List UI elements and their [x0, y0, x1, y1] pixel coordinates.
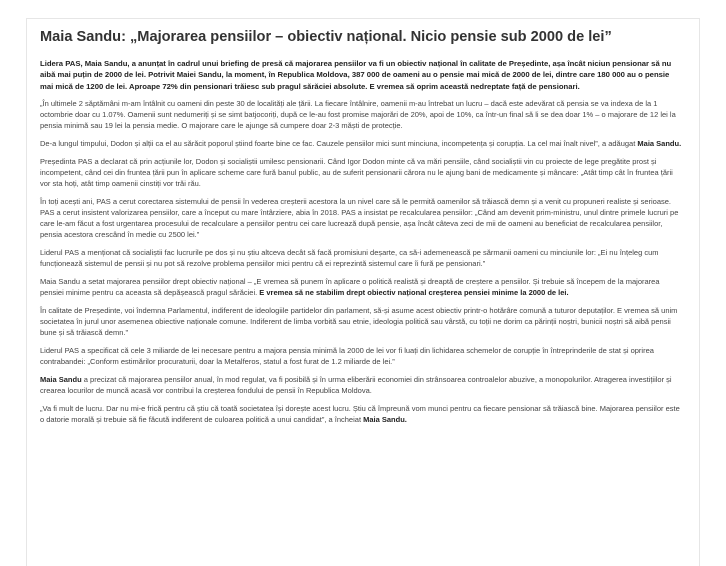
paragraph-9-text: a precizat că majorarea pensiilor anual, în mod regulat, va fi posibilă și în urma eliberării economiei din strânsoarea controalelor abuzive, a monopolurilor. Atragerea investițiilor și crearea locurilor de muncă acasă vor contribui la creșterea fondului de pensii în Republica Moldova. [40, 375, 672, 396]
paragraph-9 [40, 374, 684, 396]
paragraph-7: În calitate de Președinte, voi îndemna Parlamentul, indiferent de ideologiile partidelor din parlament, să-și asume acest obiectiv printr-o hotărâre comună a tuturor deputaților. E vremea să unim societatea în jurul unor asemenea obiective naționale comune. Indiferent de limba vorbită sau etnie, ideologia politică sau vârstă, cu toții ne dorim ca părinții noștri, bunicii noștri să aibă pensii bune și să trăiască demn.” [40, 306, 678, 338]
paragraph-10-name: Maia Sandu. [363, 415, 407, 425]
paragraph-6-text: Maia Sandu a setat majorarea pensiilor drept obiectiv național – „E vremea să punem în aplicare o politică realistă și dreaptă de creștere a pensiilor. Și trebuie să începem de la majorarea pensiei minime pentru ca aceasta să depășească pragul sărăciei. [40, 277, 660, 298]
paragraph-4: În toți acești ani, PAS a cerut corectarea sistemului de pensii în vederea creșterii acestora la un nivel care să le permită oamenilor să trăiască demn și a venit cu propuneri realiste și serioase. PAS a cerut insistent valorizarea pensiilor, care a început cu mare întârziere, abia în 2018. PAS a insistat pe recalcularea pensiilor: „Când am devenit prim-ministru, unul dintre primele lucruri pe care le-am făcut a fost urgentarea procesului de recalculare a pensiilor pentru cei care lucrează după pensie, așa încât câteva zeci de mii de oameni au beneficiat de recalcularea pensiilor, pensia acestora crescând în medie cu 2500 lei.” [40, 197, 679, 240]
paragraph-5: Liderul PAS a menționat că socialiștii fac lucrurile pe dos și nu știu altceva decât să facă promisiuni deșarte, ca să-i ademenească pe sărmanii oameni cu minciunile lor: „Ei nu înțeleg cum funcționează sistemul de pensii și nu pot să rezolve problema pensiilor mici pentru că ei reprezintă sistemul care îi fură pe pensionari.” [40, 248, 659, 269]
paragraph-10 [40, 403, 684, 425]
paragraph-8: Liderul PAS a specificat că cele 3 miliarde de lei necesare pentru a majora pensia minimă la 2000 de lei vor fi luați din lichidarea schemelor de corupție în întreprinderile de stat și oprirea contrabandei: „Conform estimărilor procuraturii, doar la Metalferos, statul a fost furat de 1.2 miliarde de lei.” [40, 346, 654, 367]
paragraph-9-name: Maia Sandu [40, 375, 82, 385]
paragraph-2-text: De-a lungul timpului, Dodon și alții ca el au sărăcit poporul știind foarte bine ce fac. Cauzele pensiilor mici sunt minciuna, incompetența și corupția. La cel mai înalt nivel”, a adăugat [40, 139, 638, 149]
paragraph-3: Președinta PAS a declarat că prin acțiunile lor, Dodon și socialiștii umilesc pensionarii. Când Igor Dodon minte că va mări pensiile, când socialiștii vin cu proiecte de lege pregătite prost și incompetent, când cei din fruntea țării pun în aplicare scheme care fură banul public, au de suferit pensionarii cărora nu le ajung bani de medicamente și mâncare: „Atât timp cât în fruntea țării vor sta hoți, atât timp oamenii cinstiți vor trăi rău. [40, 157, 673, 189]
paragraph-2-name: Maia Sandu. [637, 139, 682, 149]
paragraph-6 [40, 276, 684, 298]
paragraph-1: „În ultimele 2 săptămâni m-am întâlnit cu oameni din peste 30 de localități ale țării. La fiecare întâlnire, oamenii m-au întrebat un lucru – dacă este adevărat că pensia se va indexa de la 1 octombrie doar cu 1.07%. Oamenii sunt nedumeriți și se simt batjocoriți, după ce le-au fost promise majorări de 20%, apoi de 10%, ca într-un final să li se dea doar 1% – o majorare de 12 lei la pensia minimă sau 19 lei la pensia medie. O majorare care le ajunge să cumpere doar 2-3 măști de protecție. [40, 99, 676, 131]
article [40, 28, 684, 432]
article-title: Maia Sandu: „Majorarea pensiilor – obiectiv național. Nicio pensie sub 2000 de lei” [40, 29, 612, 45]
paragraph-2 [40, 138, 684, 149]
paragraph-10-text: „Va fi mult de lucru. Dar nu mi-e frică pentru că știu că toată societatea își dorește acest lucru. Știu că împreună vom munci pentru ca fiecare pensionar să trăiască bine. Majorarea pensiilor este o datorie morală și trebuie să fie făcută indiferent de culoarea politică a unui candidat”, a încheiat [40, 404, 680, 425]
paragraph-6-bold: E vremea să ne stabilim drept obiectiv național creșterea pensiei minime la 2000 de lei. [259, 288, 569, 298]
article-lead: Lidera PAS, Maia Sandu, a anunțat în cadrul unui briefing de presă că majorarea pensiilor va fi un obiectiv național în calitate de Președinte, așa încât niciun pensionar să nu aibă mai puțin de 2000 de lei. Potrivit Maiei Sandu, la moment, în Republica Moldova, 387 000 de oameni au o pensie mai mică de 2000 de lei, dintre care 180 000 au o pensie mai mică de 1200 de lei. Aproape 72% din pensionari trăiesc sub pragul sărăciei absolute. E vremea să oprim această nedreptate față de pensionari. [40, 59, 672, 91]
